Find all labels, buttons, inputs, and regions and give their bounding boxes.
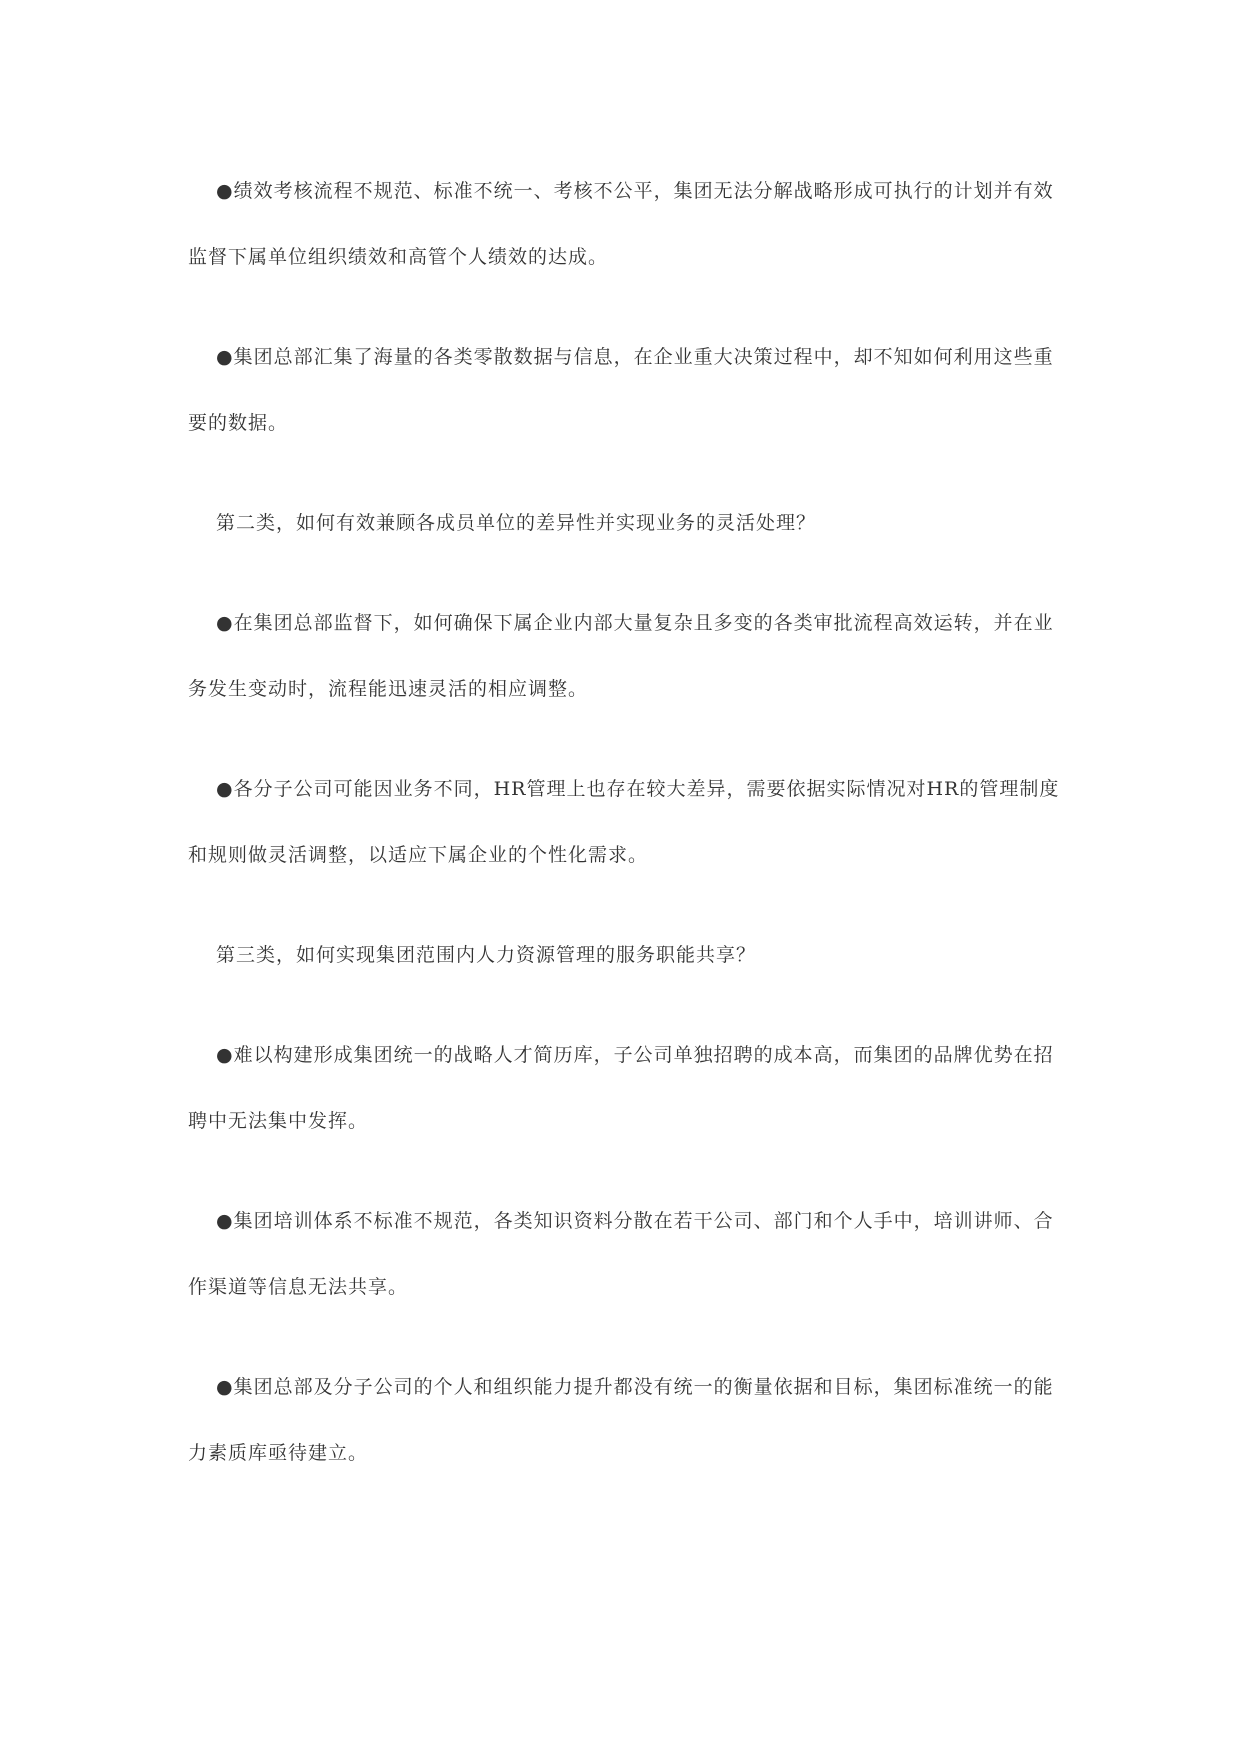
- paragraph-category-two-heading: 第二类，如何有效兼顾各成员单位的差异性并实现业务的灵活处理？: [216, 512, 817, 534]
- paragraph-approval-process: ●在集团总部监督下，如何确保下属企业内部大量复杂且多变的各类审批流程高效运转，并在业务发生变动时，流程能迅速灵活的相应调整。: [188, 612, 1054, 700]
- paragraph-performance-appraisal: ●绩效考核流程不规范、标准不统一、考核不公平，集团无法分解战略形成可执行的计划并有效监督下属单位组织绩效和高管个人绩效的达成。: [188, 180, 1054, 268]
- paragraph-category-three-heading: 第三类，如何实现集团范围内人力资源管理的服务职能共享？: [216, 944, 757, 966]
- paragraph-hr-differences: ●各分子公司可能因业务不同，HR管理上也存在较大差异，需要依据实际情况对HR的管理制度和规则做灵活调整，以适应下属企业的个性化需求。: [188, 778, 1060, 866]
- paragraph-competency-library: ●集团总部及分子公司的个人和组织能力提升都没有统一的衡量依据和目标，集团标准统一的能力素质库亟待建立。: [188, 1376, 1054, 1464]
- document-body: [188, 158, 1068, 1486]
- paragraph-talent-pool: ●难以构建形成集团统一的战略人才简历库，子公司单独招聘的成本高，而集团的品牌优势在招聘中无法集中发挥。: [188, 1044, 1054, 1132]
- paragraph-data-usage: ●集团总部汇集了海量的各类零散数据与信息，在企业重大决策过程中，却不知如何利用这些重要的数据。: [188, 346, 1054, 434]
- paragraph-training-system: ●集团培训体系不标准不规范，各类知识资料分散在若干公司、部门和个人手中，培训讲师、合作渠道等信息无法共享。: [188, 1210, 1054, 1298]
